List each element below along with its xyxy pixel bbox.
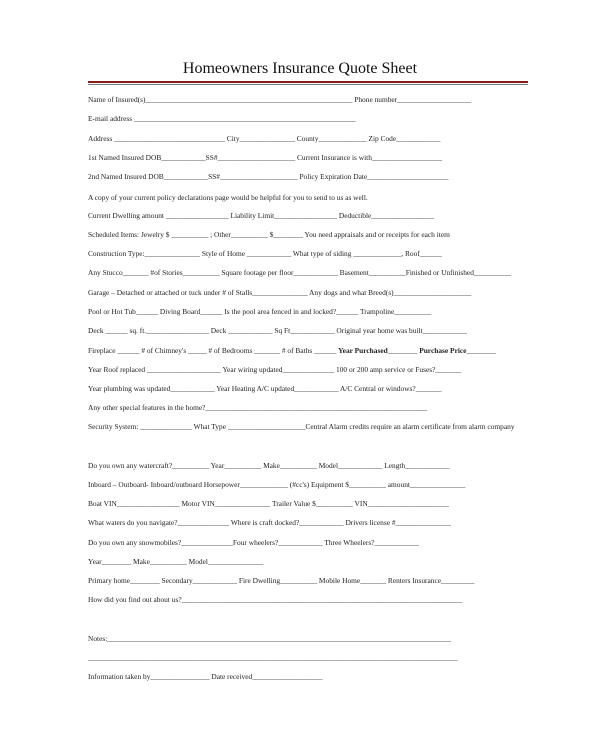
pool-row[interactable]: Pool or Hot Tub______ Diving Board______ Is the pool area fenced in and locked?______ Trampoline__________	[88, 307, 432, 316]
special-features-row[interactable]: Any other special features in the home?____________________________________________________________	[88, 403, 428, 412]
boat-vin-row[interactable]: Boat VIN_________________ Motor VIN_______________ Trailer Value $__________ VIN______________________	[88, 499, 449, 508]
garage-row[interactable]: Garage – Detached or attached or tuck under # of Stalls_______________ Any dogs and what Breed(s)_____________________	[88, 288, 472, 297]
how-found-row[interactable]: How did you find out about us?____________________________________________________________________________	[88, 595, 463, 604]
title-rule-gray	[88, 84, 528, 85]
page-title: Homeowners Insurance Quote Sheet	[182, 60, 418, 77]
second-insured-row[interactable]: 2nd Named Insured DOB____________SS#_____________________ Policy Expiration Date______________________	[88, 172, 449, 181]
dwelling-amount-row[interactable]: Current Dwelling amount _________________ Liability Limit_________________ Deductible_________________	[88, 211, 435, 220]
watercraft-row[interactable]: Do you own any watercraft?__________ Year__________ Make__________ Model____________ Length____________	[88, 461, 450, 470]
year-purchased-label: Year Purchased	[338, 346, 388, 355]
fireplace-fields: Fireplace ______ # of Chimney's _____ # of Bedrooms _______ # of Baths ______	[88, 346, 339, 355]
first-insured-row[interactable]: 1st Named Insured DOB____________SS#_____________________ Current Insurance is with___________________	[88, 153, 443, 162]
deck-row[interactable]: Deck ______ sq. ft._________________ Deck ____________ Sq Ft____________ Original year home was built____________	[88, 326, 467, 335]
navigate-waters-row[interactable]: What waters do you navigate?______________ Where is craft docked?____________ Drivers license #_______________	[88, 518, 451, 527]
vehicle-year-make-model-row[interactable]: Year________ Make__________ Model_______________	[88, 557, 264, 566]
purchase-price-label: Purchase Price	[419, 346, 467, 355]
address-row[interactable]: Address ______________________________ City_______________ County_____________ Zip Code____________	[88, 134, 441, 143]
information-taken-row[interactable]: Information taken by________________ Date received___________________	[88, 672, 323, 681]
notes-continuation-row[interactable]: ____________________________________________________________________________________________________	[88, 653, 458, 662]
fireplace-row[interactable]	[88, 346, 496, 356]
email-row[interactable]: E-mail address ____________________________________________________________	[88, 114, 356, 123]
primary-home-row[interactable]: Primary home________ Secondary____________ Fire Dwelling__________ Mobile Home_______ Renters Insurance_________	[88, 576, 475, 585]
notes-row[interactable]: Notes:_____________________________________________________________________________________________	[88, 634, 451, 643]
year-purchased-blank: ________	[387, 346, 418, 355]
construction-type-row[interactable]: Construction Type:_______________ Style of Home ____________ What type of siding _____________, Roof______	[88, 249, 442, 258]
scheduled-items-row[interactable]: Scheduled Items: Jewelry $ __________ ; Other__________ $________ You need appraisals and or receipts for each item	[88, 230, 450, 239]
declarations-note: A copy of your current policy declarations page would be helpful for you to send to us as well.	[88, 193, 368, 202]
plumbing-row[interactable]: Year plumbing was updated____________ Year Heating A/C updated____________ A/C Central or windows?_______	[88, 384, 442, 393]
security-system-row[interactable]: Security System: ______________ What Type _____________________Central Alarm credits require an alarm certificate from alarm company	[88, 422, 515, 431]
stucco-row[interactable]: Any Stucco_______ #of Stories__________ Square footage per floor____________ Basement__________Finished or Unfinished__________	[88, 268, 511, 277]
inboard-outboard-row[interactable]: Inboard – Outboard- Inboard/outboard Horsepower_____________ (#cc's) Equipment $__________ amount_______________	[88, 480, 466, 489]
purchase-price-blank: ________	[466, 346, 497, 355]
name-of-insured-row[interactable]: Name of Insured(s)________________________________________________________ Phone number____________________	[88, 95, 472, 104]
title-rule-red	[88, 81, 528, 83]
roof-replaced-row[interactable]: Year Roof replaced ____________________ Year wiring updated______________ 100 or 200 amp service or Fuses?_______	[88, 365, 462, 374]
snowmobiles-row[interactable]: Do you own any snowmobiles?______________Four wheelers?____________ Three Wheelers?____________	[88, 538, 419, 547]
